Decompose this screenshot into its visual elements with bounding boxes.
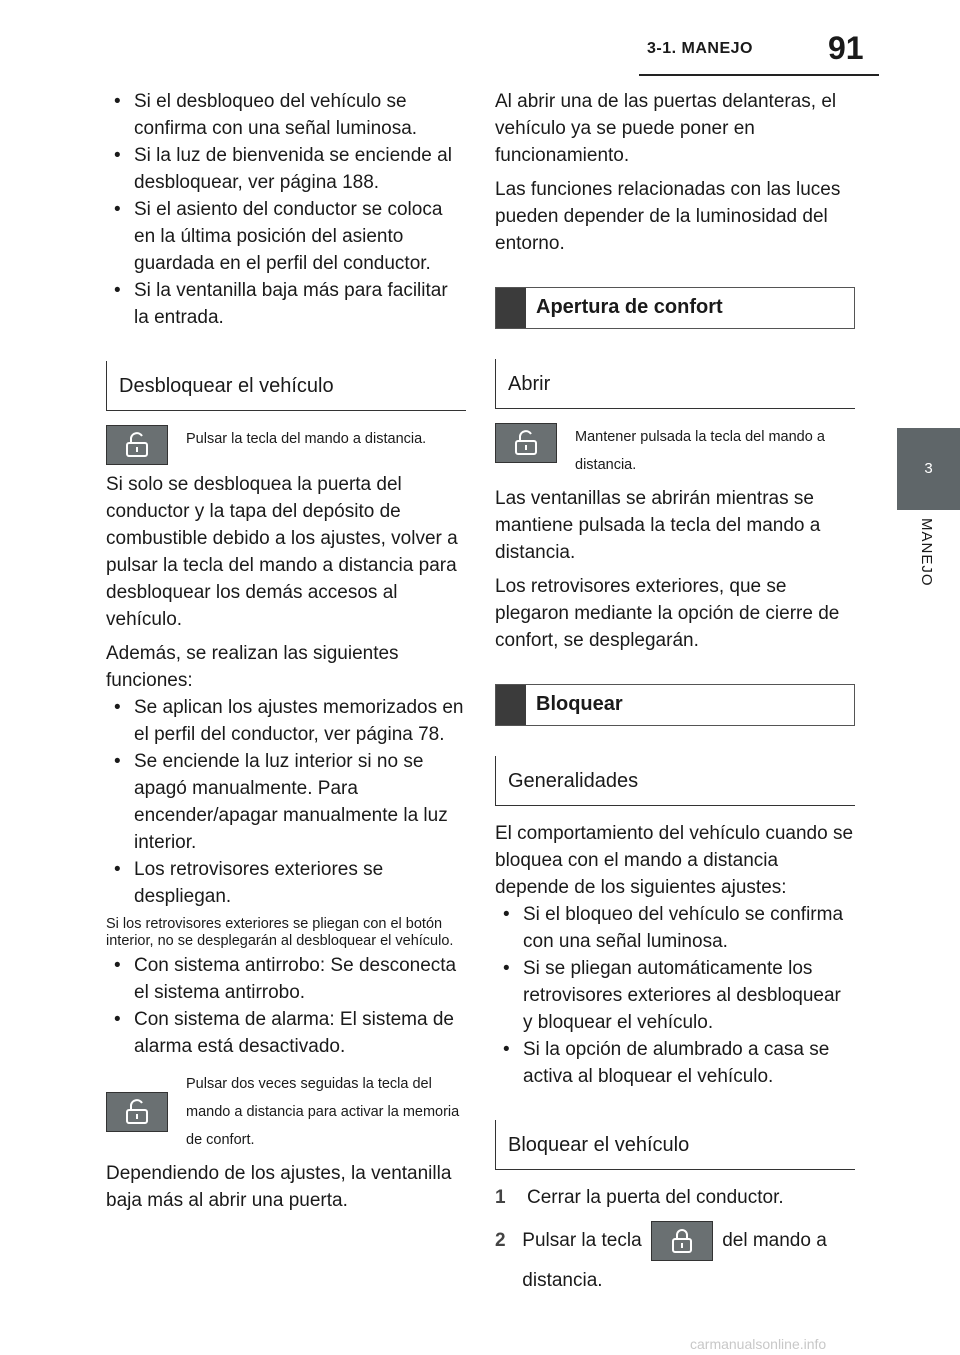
unlock-icon bbox=[123, 432, 151, 458]
list-item: • Si se pliegan automáticamente los retrovisores exteriores al desbloquear y bloquear el vehículo. bbox=[495, 955, 855, 1036]
paragraph: Los retrovisores exteriores, que se plegaron mediante la opción de cierre de confort, se desplegarán. bbox=[495, 576, 840, 651]
right-column bbox=[495, 88, 855, 1301]
heading-bar bbox=[496, 685, 526, 725]
list-item: • Si el desbloqueo del vehículo se confirma con una señal luminosa. bbox=[106, 88, 466, 142]
heading-open: Abrir bbox=[495, 359, 855, 409]
paragraph: Las ventanillas se abrirán mientras se mantiene pulsada la tecla del mando a distancia. bbox=[495, 488, 821, 563]
paragraph: Si solo se desbloquea la puerta del conductor y la tapa del depósito de combustible debido a los ajustes, volver a pulsar la tecla del mando a distancia para desbloquear los demás accesos al vehículo. bbox=[106, 474, 458, 630]
heading-bar bbox=[496, 288, 526, 328]
list-item: • Si la ventanilla baja más para facilitar la entrada. bbox=[106, 277, 466, 331]
paragraph: Al abrir una de las puertas delanteras, el vehículo ya se puede poner en funcionamiento. bbox=[495, 91, 837, 166]
unlock-key-button[interactable] bbox=[106, 425, 168, 465]
note-text: Si los retrovisores exteriores se pliegan con el botón interior, no se desplegarán al desbloquear el vehículo. bbox=[106, 916, 454, 949]
list-item: • Si el asiento del conductor se coloca en la última posición del asiento guardada en el perfil del conductor. bbox=[106, 196, 466, 277]
heading-lock-vehicle: Bloquear el vehículo bbox=[495, 1120, 855, 1170]
step-text: Pulsar la tecla bbox=[522, 1230, 642, 1252]
step-text: Cerrar la puerta del conductor. bbox=[527, 1187, 784, 1208]
list-item: • Si la luz de bienvenida se enciende al desbloquear, ver página 188. bbox=[106, 142, 466, 196]
list-item: • Se enciende la luz interior si no se apagó manualmente. Para encender/apagar manualmente la luz interior. bbox=[106, 748, 466, 856]
paragraph: Dependiendo de los ajustes, la ventanilla baja más al abrir una puerta. bbox=[106, 1163, 452, 1211]
heading-comfort-opening: Apertura de confort bbox=[495, 287, 855, 329]
open-key-row bbox=[495, 423, 855, 479]
key-instruction: Pulsar la tecla del mando a distancia. bbox=[186, 431, 427, 447]
key-instruction: Pulsar dos veces seguidas la tecla del mando a distancia para activar la memoria de confort. bbox=[186, 1076, 460, 1148]
list-item: • Si la opción de alumbrado a casa se activa al bloquear el vehículo. bbox=[495, 1036, 855, 1090]
paragraph: El comportamiento del vehículo cuando se bloquea con el mando a distancia depende de los siguientes ajustes: bbox=[495, 823, 854, 898]
unlock-key-button[interactable] bbox=[106, 1092, 168, 1132]
lock-key-button[interactable] bbox=[651, 1221, 713, 1261]
list-item: • Se aplican los ajustes memorizados en el perfil del conductor, ver página 78. bbox=[106, 694, 466, 748]
header-divider bbox=[639, 74, 879, 76]
step-text: del mando a distancia. bbox=[522, 1230, 827, 1292]
comfort-memory-key-row bbox=[106, 1070, 466, 1154]
heading-lock: Bloquear bbox=[495, 684, 855, 726]
section-title: 3-1. MANEJO bbox=[647, 40, 753, 57]
list-item: • Los retrovisores exteriores se despliegan. bbox=[106, 856, 466, 910]
chapter-label: MANEJO bbox=[918, 518, 935, 587]
unlock-icon bbox=[512, 430, 540, 456]
unlock-key-row bbox=[106, 425, 466, 465]
step-number: 1 bbox=[495, 1187, 506, 1208]
step-number: 2 bbox=[495, 1230, 506, 1251]
left-column bbox=[106, 88, 466, 1221]
lock-icon bbox=[669, 1228, 695, 1254]
list-item: • Con sistema antirrobo: Se desconecta el sistema antirrobo. bbox=[106, 952, 466, 1006]
watermark: carmanualsonline.info bbox=[690, 1336, 827, 1352]
heading-general: Generalidades bbox=[495, 756, 855, 806]
paragraph: Las funciones relacionadas con las luces pueden depender de la luminosidad del entorno. bbox=[495, 179, 841, 254]
step-1 bbox=[495, 1184, 855, 1211]
unlock-key-button[interactable] bbox=[495, 423, 557, 463]
heading-unlock-vehicle: Desbloquear el vehículo bbox=[106, 361, 466, 411]
list-item: • Con sistema de alarma: El sistema de alarma está desactivado. bbox=[106, 1006, 466, 1060]
unlock-icon bbox=[123, 1099, 151, 1125]
key-instruction: Mantener pulsada la tecla del mando a distancia. bbox=[575, 429, 825, 473]
paragraph: Además, se realizan las siguientes funciones: bbox=[106, 643, 399, 691]
chapter-tab[interactable]: 3 bbox=[897, 428, 960, 510]
step-2 bbox=[495, 1221, 855, 1301]
page-number: 91 bbox=[828, 30, 864, 66]
list-item: • Si el bloqueo del vehículo se confirma con una señal luminosa. bbox=[495, 901, 855, 955]
